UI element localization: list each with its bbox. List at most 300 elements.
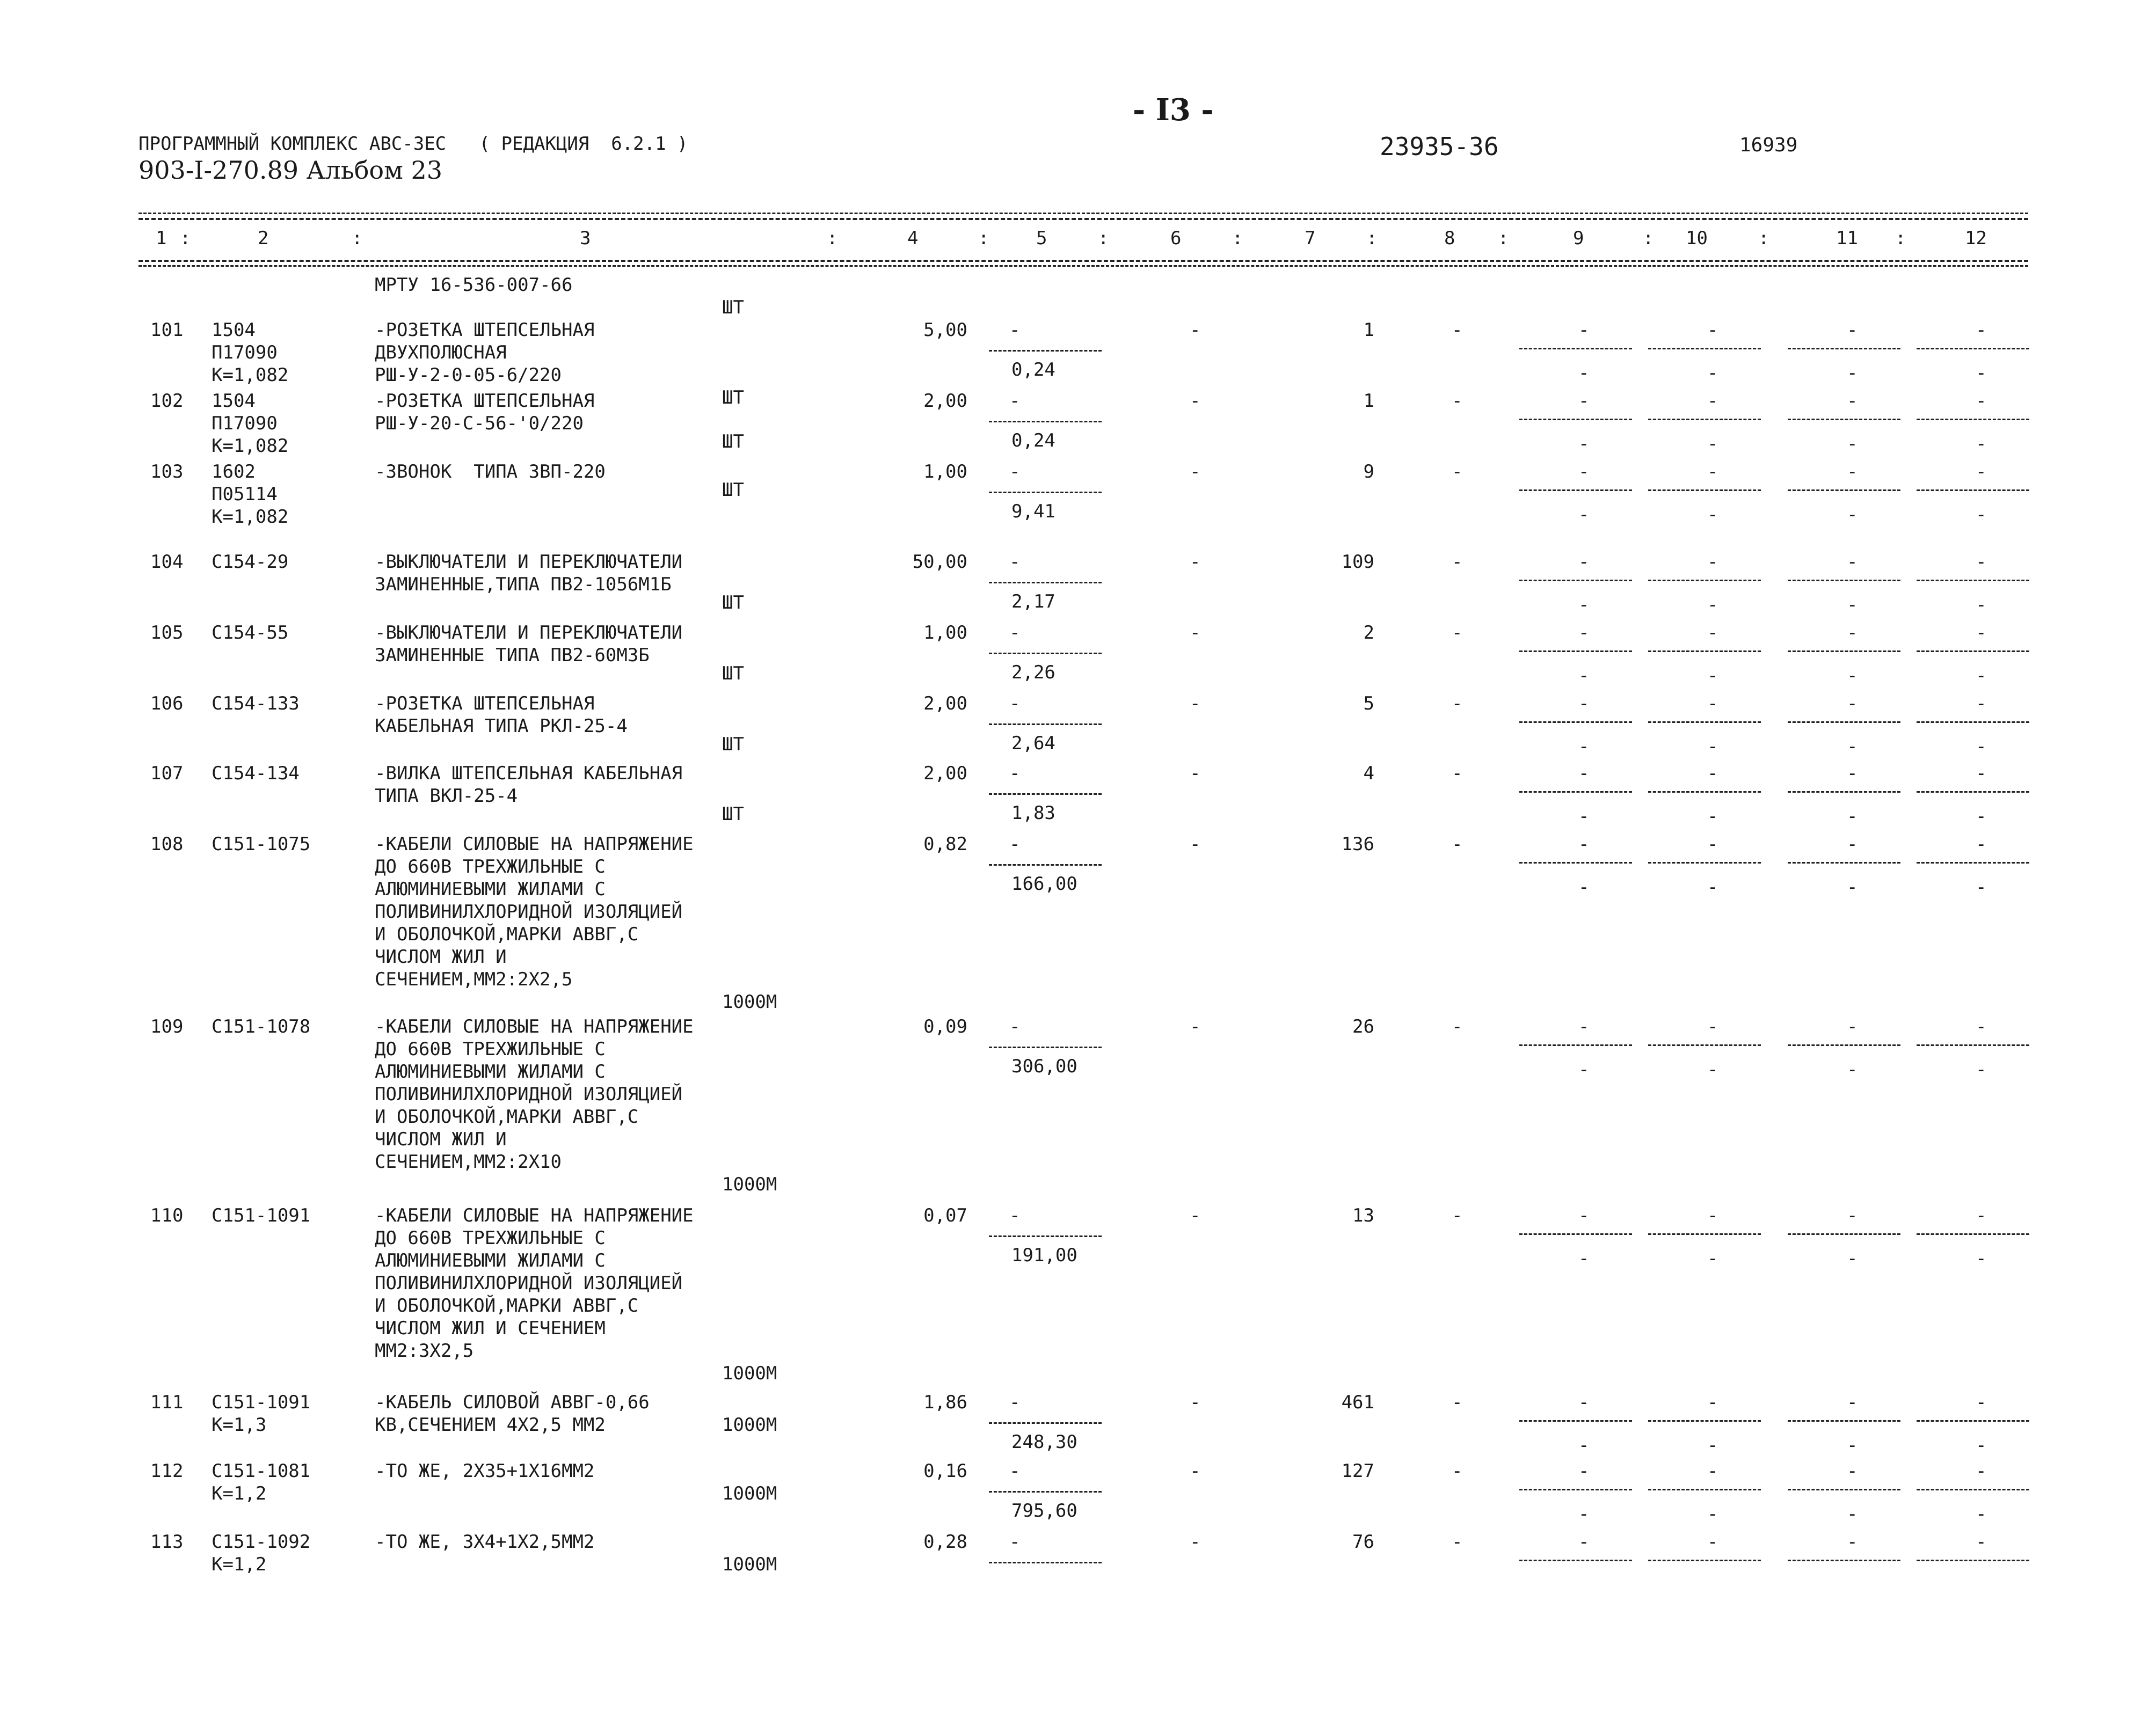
row-subcol-bottom: -: [1578, 1435, 1590, 1456]
row-subcol-divider: [1648, 721, 1761, 723]
row-subcol-bottom: -: [1707, 1503, 1718, 1525]
row-col6: -: [1190, 1392, 1201, 1413]
row-quantity: 2,00: [923, 763, 967, 784]
row-subcol-bottom: -: [1707, 806, 1718, 827]
row-description: ДО 660В ТРЕХЖИЛЬНЫЕ С: [375, 1227, 606, 1249]
row-subcol-top: -: [1847, 833, 1858, 855]
table-top-rule: [139, 213, 2028, 214]
row-subcol-top: -: [1707, 763, 1718, 784]
row-col6: -: [1190, 763, 1201, 784]
row-unit: ШТ: [722, 479, 744, 501]
row-unit: ШТ: [722, 431, 744, 452]
row-subcol-divider: [1648, 791, 1761, 793]
row-col7: 76: [1352, 1531, 1374, 1553]
row-col6: -: [1190, 390, 1201, 412]
column-separator: :: [180, 228, 191, 249]
row-subcol-divider: [1648, 1420, 1761, 1422]
row-subcol-bottom: -: [1578, 362, 1590, 384]
row-price-bottom: 2,26: [1011, 662, 1055, 683]
row-subcol-divider: [1788, 1233, 1900, 1235]
row-price-bottom: 795,60: [1011, 1500, 1077, 1522]
row-subcol-bottom: -: [1707, 876, 1718, 898]
row-price-divider: [989, 492, 1102, 493]
row-number: 110: [150, 1205, 184, 1226]
row-price-top: -: [1009, 833, 1021, 855]
row-subcol-top: -: [1976, 1460, 1987, 1482]
row-subcol-bottom: -: [1847, 1503, 1858, 1525]
row-subcol-divider: [1519, 862, 1632, 864]
column-header-4: 4: [907, 228, 919, 249]
row-description: -РОЗЕТКА ШТЕПСЕЛЬНАЯ: [375, 319, 595, 341]
row-subcol-divider: [1519, 650, 1632, 652]
row-description: ММ2:3Х2,5: [375, 1340, 474, 1362]
row-col8: -: [1452, 833, 1463, 855]
column-separator: :: [352, 228, 363, 249]
row-subcol-top: -: [1707, 319, 1718, 341]
row-subcol-top: -: [1578, 693, 1590, 714]
row-description: ПОЛИВИНИЛХЛОРИДНОЙ ИЗОЛЯЦИЕЙ: [375, 901, 683, 923]
row-col8: -: [1452, 622, 1463, 644]
row-col7: 136: [1341, 833, 1374, 855]
row-subcol-top: -: [1707, 1392, 1718, 1413]
row-code: К=1,3: [212, 1414, 267, 1436]
row-description: ЗАМИНЕННЫЕ,ТИПА ПВ2-1056М1Б: [375, 574, 672, 595]
row-subcol-divider: [1648, 1233, 1761, 1235]
row-subcol-top: -: [1847, 1016, 1858, 1037]
row-subcol-top: -: [1707, 693, 1718, 714]
row-subcol-divider: [1917, 419, 2029, 420]
column-separator: :: [1895, 228, 1906, 249]
row-description: АЛЮМИНИЕВЫМИ ЖИЛАМИ С: [375, 879, 606, 900]
row-quantity: 1,00: [923, 461, 967, 482]
row-col6: -: [1190, 622, 1201, 644]
document-number: 16939: [1739, 134, 1798, 156]
row-subcol-top: -: [1847, 551, 1858, 573]
row-subcol-divider: [1788, 489, 1900, 491]
row-price-top: -: [1009, 622, 1021, 644]
row-col8: -: [1452, 390, 1463, 412]
row-number: 107: [150, 763, 184, 784]
row-description: КАБЕЛЬНАЯ ТИПА РКЛ-25-4: [375, 715, 628, 737]
row-subcol-divider: [1788, 1044, 1900, 1046]
row-subcol-bottom: -: [1847, 806, 1858, 827]
column-header-2: 2: [258, 228, 269, 249]
row-code: С151-1091: [212, 1392, 311, 1413]
row-price-bottom: 0,24: [1011, 430, 1055, 451]
row-price-divider: [989, 1235, 1102, 1237]
row-col7: 461: [1341, 1392, 1374, 1413]
row-description: И ОБОЛОЧКОЙ,МАРКИ АВВГ,С: [375, 924, 639, 945]
row-subcol-bottom: -: [1976, 736, 1987, 757]
row-price-divider: [989, 723, 1102, 725]
row-subcol-divider: [1788, 1420, 1900, 1422]
row-number: 103: [150, 461, 184, 482]
row-subcol-bottom: -: [1707, 1248, 1718, 1269]
row-subcol-bottom: -: [1847, 1435, 1858, 1456]
row-quantity: 0,82: [923, 833, 967, 855]
row-col7: 127: [1341, 1460, 1374, 1482]
row-quantity: 0,16: [923, 1460, 967, 1482]
row-price-divider: [989, 864, 1102, 866]
row-subcol-top: -: [1707, 833, 1718, 855]
row-subcol-top: -: [1847, 1531, 1858, 1553]
row-subcol-top: -: [1707, 622, 1718, 644]
column-header-3: 3: [580, 228, 591, 249]
column-header-6: 6: [1170, 228, 1182, 249]
row-subcol-divider: [1788, 580, 1900, 581]
row-price-top: -: [1009, 319, 1021, 341]
row-description: СЕЧЕНИЕМ,ММ2:2Х10: [375, 1151, 562, 1173]
row-subcol-top: -: [1707, 551, 1718, 573]
row-subcol-top: -: [1578, 1460, 1590, 1482]
row-subcol-divider: [1788, 419, 1900, 420]
row-price-top: -: [1009, 551, 1021, 573]
row-number: 101: [150, 319, 184, 341]
row-code: 1504: [212, 390, 256, 412]
row-subcol-top: -: [1976, 763, 1987, 784]
row-subcol-bottom: -: [1578, 736, 1590, 757]
row-subcol-top: -: [1707, 1460, 1718, 1482]
row-description: -РОЗЕТКА ШТЕПСЕЛЬНАЯ: [375, 390, 595, 412]
row-subcol-top: -: [1707, 1205, 1718, 1226]
row-subcol-divider: [1519, 1044, 1632, 1046]
row-col6: -: [1190, 833, 1201, 855]
row-number: 104: [150, 551, 184, 573]
row-price-divider: [989, 653, 1102, 654]
column-header-9: 9: [1573, 228, 1584, 249]
row-subcol-bottom: -: [1976, 1435, 1987, 1456]
row-unit: 1000М: [722, 1414, 777, 1436]
row-subcol-bottom: -: [1847, 1248, 1858, 1269]
row-subcol-top: -: [1847, 763, 1858, 784]
row-code: С154-134: [212, 763, 300, 784]
program-title: ПРОГРАММНЫЙ КОМПЛЕКС АВС-ЗЕС ( РЕДАКЦИЯ 6.2.1 ): [139, 133, 688, 155]
row-subcol-divider: [1917, 721, 2029, 723]
row-subcol-divider: [1648, 419, 1761, 420]
row-code: С151-1078: [212, 1016, 311, 1037]
row-subcol-bottom: -: [1976, 665, 1987, 686]
row-description: АЛЮМИНИЕВЫМИ ЖИЛАМИ С: [375, 1061, 606, 1083]
row-subcol-divider: [1917, 1233, 2029, 1235]
column-header-8: 8: [1444, 228, 1455, 249]
row-subcol-top: -: [1976, 1205, 1987, 1226]
row-price-bottom: 0,24: [1011, 359, 1055, 381]
row-description: ДВУХПОЛЮСНАЯ: [375, 342, 507, 363]
row-subcol-divider: [1917, 1420, 2029, 1422]
row-unit: 1000М: [722, 1483, 777, 1504]
row-number: 105: [150, 622, 184, 644]
row-subcol-divider: [1917, 862, 2029, 864]
row-description: ЗАМИНЕННЫЕ ТИПА ПВ2-60МЗБ: [375, 645, 650, 666]
row-subcol-bottom: -: [1976, 433, 1987, 455]
row-subcol-top: -: [1707, 1016, 1718, 1037]
row-subcol-top: -: [1976, 1531, 1987, 1553]
row-price-divider: [989, 793, 1102, 795]
row-price-top: -: [1009, 693, 1021, 714]
row-col8: -: [1452, 1460, 1463, 1482]
row-subcol-top: -: [1578, 1531, 1590, 1553]
row-unit: ШТ: [722, 387, 744, 408]
row-subcol-divider: [1788, 348, 1900, 349]
row-quantity: 50,00: [912, 551, 967, 573]
row-price-divider: [989, 1562, 1102, 1563]
row-description: -РОЗЕТКА ШТЕПСЕЛЬНАЯ: [375, 693, 595, 714]
row-col6: -: [1190, 693, 1201, 714]
row-unit: 1000М: [722, 991, 777, 1013]
row-subcol-divider: [1648, 650, 1761, 652]
row-subcol-top: -: [1976, 390, 1987, 412]
row-price-top: -: [1009, 763, 1021, 784]
row-subcol-divider: [1648, 862, 1761, 864]
row-col7: 9: [1363, 461, 1374, 482]
row-col6: -: [1190, 461, 1201, 482]
row-subcol-bottom: -: [1707, 736, 1718, 757]
row-subcol-divider: [1788, 1560, 1900, 1561]
row-description: И ОБОЛОЧКОЙ,МАРКИ АВВГ,С: [375, 1106, 639, 1128]
row-number: 111: [150, 1392, 184, 1413]
row-subcol-top: -: [1578, 1392, 1590, 1413]
row-subcol-top: -: [1578, 833, 1590, 855]
row-subcol-bottom: -: [1578, 665, 1590, 686]
row-subcol-top: -: [1847, 1205, 1858, 1226]
row-subcol-top: -: [1976, 693, 1987, 714]
row-col6: -: [1190, 319, 1201, 341]
row-quantity: 0,07: [923, 1205, 967, 1226]
row-subcol-top: -: [1847, 1460, 1858, 1482]
row-code: К=1,082: [212, 506, 289, 528]
row-unit: 1000М: [722, 1174, 777, 1195]
row-subcol-top: -: [1847, 622, 1858, 644]
row-subcol-divider: [1917, 791, 2029, 793]
row-description: ТИПА ВКЛ-25-4: [375, 785, 518, 807]
row-subcol-bottom: -: [1976, 1059, 1987, 1080]
row-subcol-bottom: -: [1707, 433, 1718, 455]
row-col7: 1: [1363, 390, 1374, 412]
row-subcol-bottom: -: [1707, 362, 1718, 384]
row-description: -ВИЛКА ШТЕПСЕЛЬНАЯ КАБЕЛЬНАЯ: [375, 763, 683, 784]
row-subcol-top: -: [1707, 461, 1718, 482]
row-price-bottom: 9,41: [1011, 501, 1055, 522]
row-subcol-bottom: -: [1976, 362, 1987, 384]
row-code: С154-133: [212, 693, 300, 714]
row-description: СЕЧЕНИЕМ,ММ2:2Х2,5: [375, 969, 573, 990]
row-subcol-divider: [1519, 1489, 1632, 1490]
row-subcol-top: -: [1847, 1392, 1858, 1413]
table-header-rule-upper: [139, 218, 2028, 220]
row-price-top: -: [1009, 1016, 1021, 1037]
row-description: -ВЫКЛЮЧАТЕЛИ И ПЕРЕКЛЮЧАТЕЛИ: [375, 622, 683, 644]
row-price-divider: [989, 1047, 1102, 1048]
row-unit: 1000М: [722, 1554, 777, 1575]
row-description: -КАБЕЛИ СИЛОВЫЕ НА НАПРЯЖЕНИЕ: [375, 833, 694, 855]
row-subcol-divider: [1788, 862, 1900, 864]
row-code: К=1,2: [212, 1483, 267, 1504]
row-price-bottom: 166,00: [1011, 873, 1077, 895]
row-subcol-top: -: [1578, 551, 1590, 573]
row-subcol-bottom: -: [1578, 594, 1590, 616]
row-col6: -: [1190, 1531, 1201, 1553]
row-col8: -: [1452, 1205, 1463, 1226]
row-col8: -: [1452, 1531, 1463, 1553]
column-header-12: 12: [1965, 228, 1987, 249]
row-description: -ЗВОНОК ТИПА ЗВП-220: [375, 461, 606, 482]
row-subcol-top: -: [1847, 390, 1858, 412]
row-description: ДО 660В ТРЕХЖИЛЬНЫЕ С: [375, 1039, 606, 1060]
row-subcol-bottom: -: [1578, 433, 1590, 455]
row-price-top: -: [1009, 461, 1021, 482]
row-subcol-top: -: [1976, 1392, 1987, 1413]
row-quantity: 1,86: [923, 1392, 967, 1413]
row-subcol-top: -: [1578, 319, 1590, 341]
row-price-bottom: 2,64: [1011, 733, 1055, 754]
row-code: П17090: [212, 413, 278, 434]
row-price-top: -: [1009, 1531, 1021, 1553]
row-code: П17090: [212, 342, 278, 363]
row-quantity: 0,28: [923, 1531, 967, 1553]
row-subcol-divider: [1519, 1420, 1632, 1422]
row-subcol-divider: [1519, 1560, 1632, 1561]
row-subcol-bottom: -: [1707, 594, 1718, 616]
row-price-divider: [989, 421, 1102, 422]
row-price-divider: [989, 1491, 1102, 1493]
row-subcol-divider: [1917, 1044, 2029, 1046]
row-subcol-divider: [1519, 489, 1632, 491]
row-number: 109: [150, 1016, 184, 1037]
row-subcol-top: -: [1578, 461, 1590, 482]
row-description: ЧИСЛОМ ЖИЛ И: [375, 946, 507, 968]
row-subcol-divider: [1917, 489, 2029, 491]
row-price-top: -: [1009, 390, 1021, 412]
row-subcol-bottom: -: [1976, 876, 1987, 898]
row-subcol-top: -: [1578, 1016, 1590, 1037]
row-unit: ШТ: [722, 803, 744, 825]
row-subcol-top: -: [1976, 551, 1987, 573]
preamble-unit: ШТ: [722, 297, 744, 318]
project-title: 903-I-270.89 Альбом 23: [139, 156, 443, 185]
row-col8: -: [1452, 1016, 1463, 1037]
row-code: К=1,082: [212, 364, 289, 386]
row-col7: 4: [1363, 763, 1374, 784]
row-subcol-bottom: -: [1976, 1503, 1987, 1525]
row-description: И ОБОЛОЧКОЙ,МАРКИ АВВГ,С: [375, 1295, 639, 1317]
row-col6: -: [1190, 1460, 1201, 1482]
row-subcol-divider: [1788, 791, 1900, 793]
table-header-rule-lower: [139, 260, 2028, 262]
row-description: АЛЮМИНИЕВЫМИ ЖИЛАМИ С: [375, 1250, 606, 1271]
row-subcol-divider: [1917, 348, 2029, 349]
column-separator: :: [1498, 228, 1509, 249]
row-price-top: -: [1009, 1392, 1021, 1413]
row-subcol-top: -: [1707, 1531, 1718, 1553]
row-subcol-top: -: [1976, 1016, 1987, 1037]
row-col6: -: [1190, 1016, 1201, 1037]
column-separator: :: [1366, 228, 1378, 249]
row-unit: ШТ: [722, 663, 744, 684]
row-code: С154-55: [212, 622, 289, 644]
row-price-divider: [989, 350, 1102, 352]
row-description: ЧИСЛОМ ЖИЛ И: [375, 1129, 507, 1150]
row-subcol-top: -: [1976, 319, 1987, 341]
row-subcol-bottom: -: [1707, 665, 1718, 686]
row-subcol-bottom: -: [1847, 433, 1858, 455]
row-subcol-divider: [1519, 348, 1632, 349]
row-subcol-divider: [1519, 419, 1632, 420]
row-code: С151-1092: [212, 1531, 311, 1553]
row-quantity: 2,00: [923, 693, 967, 714]
row-col6: -: [1190, 551, 1201, 573]
row-col7: 2: [1363, 622, 1374, 644]
row-subcol-top: -: [1707, 390, 1718, 412]
row-subcol-bottom: -: [1707, 1059, 1718, 1080]
column-separator: :: [978, 228, 989, 249]
row-col8: -: [1452, 693, 1463, 714]
row-description: -ТО ЖЕ, 2Х35+1Х16ММ2: [375, 1460, 595, 1482]
row-col8: -: [1452, 551, 1463, 573]
row-subcol-divider: [1788, 650, 1900, 652]
row-subcol-divider: [1648, 489, 1761, 491]
row-subcol-divider: [1648, 1489, 1761, 1490]
row-subcol-bottom: -: [1847, 1059, 1858, 1080]
row-col6: -: [1190, 1205, 1201, 1226]
column-header-1: 1: [156, 228, 167, 249]
row-subcol-divider: [1519, 1233, 1632, 1235]
row-subcol-divider: [1648, 348, 1761, 349]
row-price-bottom: 191,00: [1011, 1245, 1077, 1266]
row-quantity: 0,09: [923, 1016, 967, 1037]
column-separator: :: [827, 228, 838, 249]
row-col8: -: [1452, 1392, 1463, 1413]
row-code: С151-1081: [212, 1460, 311, 1482]
row-quantity: 5,00: [923, 319, 967, 341]
row-code: П05114: [212, 484, 278, 505]
row-description: -ВЫКЛЮЧАТЕЛИ И ПЕРЕКЛЮЧАТЕЛИ: [375, 551, 683, 573]
page-number: - I3 -: [1133, 92, 1214, 128]
row-subcol-divider: [1519, 580, 1632, 581]
row-subcol-bottom: -: [1578, 504, 1590, 525]
row-subcol-divider: [1519, 791, 1632, 793]
row-col7: 5: [1363, 693, 1374, 714]
row-quantity: 2,00: [923, 390, 967, 412]
column-separator: :: [1098, 228, 1109, 249]
row-subcol-bottom: -: [1578, 1059, 1590, 1080]
row-col7: 26: [1352, 1016, 1374, 1037]
row-col8: -: [1452, 319, 1463, 341]
row-description: ДО 660В ТРЕХЖИЛЬНЫЕ С: [375, 856, 606, 878]
row-unit: 1000М: [722, 1363, 777, 1384]
table-header-rule-bottom: [139, 265, 2028, 267]
row-price-divider: [989, 1422, 1102, 1424]
column-separator: :: [1232, 228, 1243, 249]
row-subcol-bottom: -: [1976, 1248, 1987, 1269]
row-subcol-bottom: -: [1976, 504, 1987, 525]
column-header-10: 10: [1686, 228, 1708, 249]
row-subcol-bottom: -: [1707, 1435, 1718, 1456]
row-code: С151-1091: [212, 1205, 311, 1226]
row-subcol-top: -: [1847, 461, 1858, 482]
row-subcol-divider: [1788, 1489, 1900, 1490]
row-description: РШ-У-20-С-56-'0/220: [375, 413, 584, 434]
row-subcol-top: -: [1976, 461, 1987, 482]
row-subcol-divider: [1648, 1044, 1761, 1046]
row-subcol-bottom: -: [1976, 594, 1987, 616]
row-subcol-divider: [1788, 721, 1900, 723]
row-code: 1602: [212, 461, 256, 482]
row-subcol-top: -: [1578, 763, 1590, 784]
row-col8: -: [1452, 763, 1463, 784]
row-subcol-top: -: [1578, 390, 1590, 412]
row-subcol-divider: [1917, 1489, 2029, 1490]
row-description: -ТО ЖЕ, 3Х4+1Х2,5ММ2: [375, 1531, 595, 1553]
